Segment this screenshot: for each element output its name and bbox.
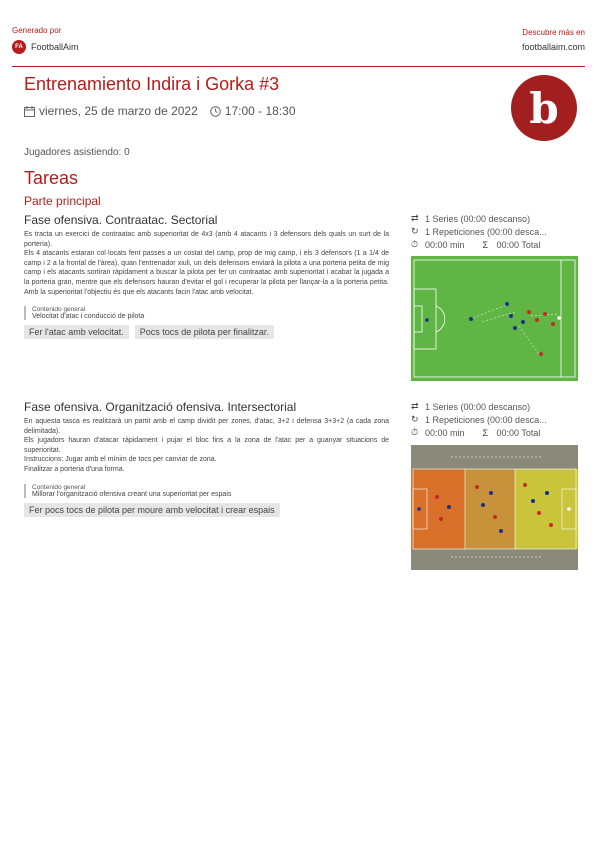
task-1-pitch-diagram <box>411 256 578 381</box>
total-text: 00:00 Total <box>496 239 541 250</box>
duration-text: 00:00 min <box>425 239 465 250</box>
content-text: Velocitat d'atac i conducció de pilota <box>32 313 145 321</box>
content-title: Contenido general <box>32 306 86 314</box>
main-part-heading: Parte principal <box>24 194 101 208</box>
tag: Fer pocs tocs de pilota per moure amb velocitat i crear espais <box>24 503 280 517</box>
tag: Pocs tocs de pilota per finalitzar. <box>135 325 274 339</box>
header-generated <box>12 26 79 54</box>
general-content <box>24 484 389 498</box>
total-text: 00:00 Total <box>496 427 541 438</box>
duration-text: 00:00 min <box>425 427 465 438</box>
task-name: Fase ofensiva. Organització ofensiva. Intersectorial <box>24 400 297 414</box>
generated-by-label: Generado por <box>12 26 62 35</box>
series-text: 1 Series (00:00 descanso) <box>425 213 531 224</box>
duration-row <box>411 238 579 251</box>
session-time: 17:00 - 18:30 <box>224 104 296 118</box>
tasks-heading: Tareas <box>24 168 79 188</box>
task-name: Fase ofensiva. Contraatac. Sectorial <box>24 213 218 227</box>
discover-label: Descubre más en <box>522 28 585 37</box>
general-content <box>24 306 389 320</box>
repeat-icon: ⇄ <box>411 401 419 411</box>
task-description: Es tracta un exercici de contraatac amb superioritat de 4x3 (amb 4 atacants i 3 defensors dels quals un surt de la porteria). Els 4 atacants estaran col·locats fent passes a un costat del camp, prop de mig camp, i els 3 defensors (1 a 1/4 de camp i 2 a la frontal de l'àrea), quan l'entrenador xiuli, un dels defensors enviarà la pilota a una porteria petita de mig camp i els atacants sortiran ràpidament a buscar la pilota per fer un contraatac amb superioritat i acabar la jugada a la porteria gran, mentre que els defensors hauran d'evitar el gol i recuperar la pilota per llançar-la a la porteria petita. Amb la superioritat l'objectiu és que els atacants facin l'atac amb velocitat. <box>24 231 389 296</box>
content-title: Contenido general <box>32 483 86 491</box>
content-text: Millorar l'organització ofensiva creant una superioritat per espais <box>32 490 232 498</box>
website-link[interactable]: footballaim.com <box>521 42 585 52</box>
repetitions-row <box>411 225 579 238</box>
task-1-stats <box>411 212 579 251</box>
task-tags <box>24 325 389 339</box>
task-tags <box>24 503 389 517</box>
footballaim-logo-icon: FA <box>12 40 26 54</box>
sum-icon: Σ <box>482 239 489 250</box>
calendar-icon <box>24 106 35 117</box>
stopwatch-icon: ⏱ <box>411 239 419 249</box>
refresh-icon: ↻ <box>411 226 419 236</box>
repeat-icon: ⇄ <box>411 213 419 223</box>
club-logo: b <box>511 75 577 141</box>
duration-row <box>411 426 579 439</box>
session-date: viernes, 25 de marzo de 2022 <box>39 104 198 118</box>
sum-icon: Σ <box>482 427 489 438</box>
repetitions-text: 1 Repeticiones (00:00 desca... <box>425 414 547 425</box>
stopwatch-icon: ⏱ <box>411 427 419 437</box>
task-2-pitch-diagram <box>411 445 578 570</box>
session-meta <box>24 104 296 118</box>
session-title: Entrenamiento Indira i Gorka #3 <box>24 74 280 94</box>
clock-icon <box>210 106 221 117</box>
task-description: En aquesta tasca es realitzarà un partit amb el camp dividit per zones, d'atac, 3+2 i defensa 3+3+2 (a cada zona delimitada). Els jugadors hauran d'atacar ràpidament i pujar el bloc fins a la zona de l'atac per a guanyar situacions de superioritat. Instruccions: Jugar amb el mínim de tocs per canviar de zona. Finalitzar a porteria d'una forma. <box>24 418 389 473</box>
repetitions-text: 1 Repeticiones (00:00 desca... <box>425 226 547 237</box>
series-row <box>411 400 579 413</box>
refresh-icon: ↻ <box>411 414 419 424</box>
tag: Fer l'atac amb velocitat. <box>24 325 129 339</box>
header-discover <box>522 28 585 52</box>
header-divider <box>12 66 585 67</box>
task-2 <box>24 400 389 517</box>
series-text: 1 Series (00:00 descanso) <box>425 401 531 412</box>
task-2-stats <box>411 400 579 439</box>
brand[interactable] <box>12 40 79 54</box>
brand-name: FootballAim <box>31 42 79 52</box>
repetitions-row <box>411 413 579 426</box>
players-attending: Jugadores asistiendo: 0 <box>24 147 130 158</box>
task-1 <box>24 213 389 339</box>
series-row <box>411 212 579 225</box>
